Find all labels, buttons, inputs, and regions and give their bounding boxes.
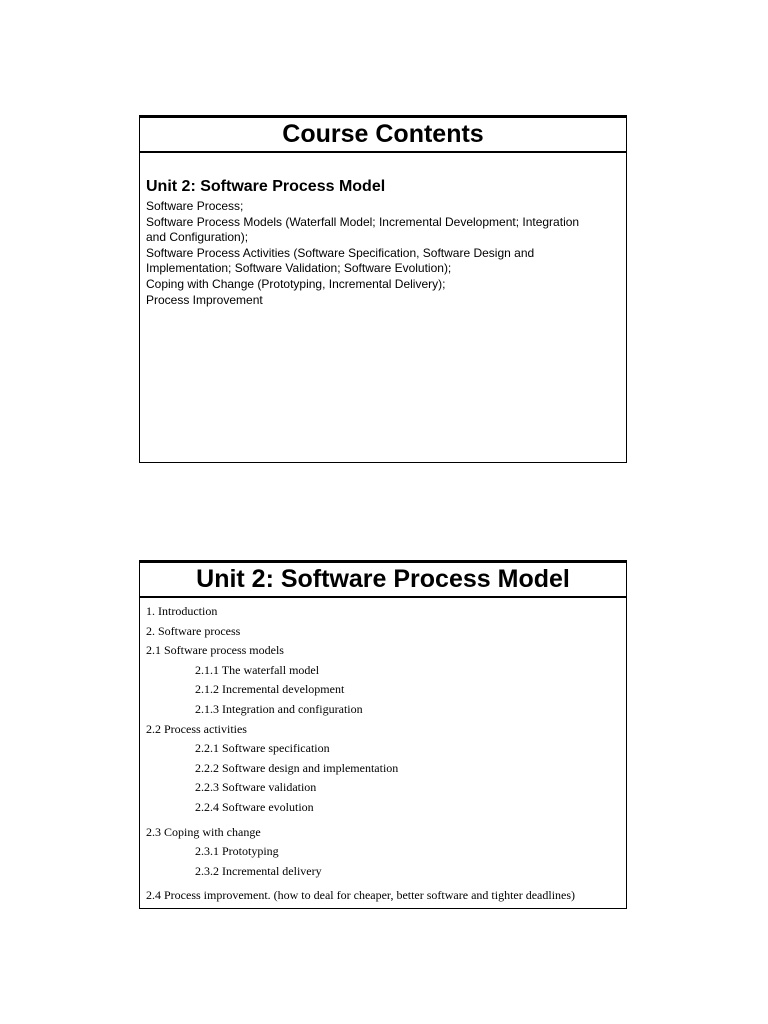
description-line: Software Process; (146, 199, 244, 213)
outline-list (140, 598, 626, 906)
slide-title: Unit 2: Software Process Model (140, 561, 626, 598)
outline-item: 2.3 Coping with change (146, 824, 261, 839)
outline-subitem: 2.2.4 Software evolution (195, 799, 314, 814)
description-line: Software Process Activities (Software Specification, Software Design and (146, 245, 535, 260)
course-contents-slide (139, 115, 627, 463)
outline-subitem: 2.1.3 Integration and configuration (195, 701, 363, 716)
outline-subitem: 2.1.1 The waterfall model (195, 662, 320, 677)
outline-subitem: 2.2.2 Software design and implementation (195, 760, 399, 775)
outline-item: 2.1 Software process models (146, 643, 284, 658)
description-line: Implementation; Software Validation; Software Evolution); (146, 261, 452, 276)
description-line: Coping with Change (Prototyping, Incremental Delivery); (146, 276, 446, 291)
outline-subitem: 2.2.1 Software specification (195, 741, 330, 756)
outline-subitem: 2.3.2 Incremental delivery (195, 863, 322, 878)
outline-item: 2.4 Process improvement. (how to deal for cheaper, better software and tighter deadlines) (146, 888, 576, 903)
outline-subitem: 2.3.1 Prototyping (195, 844, 279, 859)
unit-outline-slide (139, 560, 627, 909)
description-line: Process Improvement (146, 292, 263, 307)
outline-subitem: 2.2.3 Software validation (195, 780, 317, 795)
outline-item: 2.2 Process activities (146, 721, 247, 736)
unit-description (146, 199, 620, 308)
description-line: and Configuration); (146, 230, 249, 245)
slide-body (140, 153, 626, 308)
slide-title: Course Contents (140, 116, 626, 153)
description-line: Software Process Models (Waterfall Model; Incremental Development; Integration (146, 214, 580, 229)
outline-item: 1. Introduction (146, 604, 218, 618)
unit-heading: Unit 2: Software Process Model (146, 178, 386, 195)
outline-item: 2. Software process (146, 623, 241, 638)
outline-subitem: 2.1.2 Incremental development (195, 682, 345, 697)
